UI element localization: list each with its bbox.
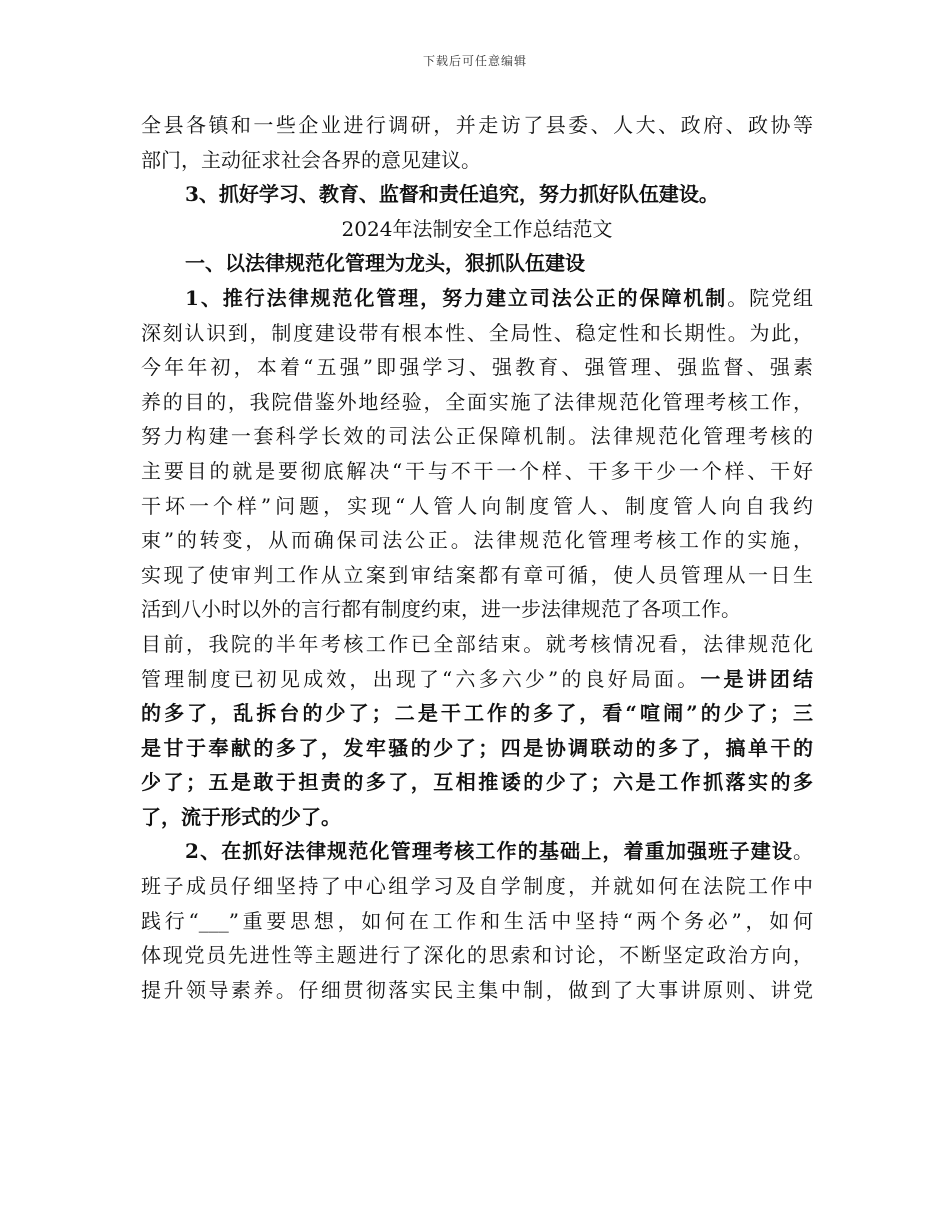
section-title xyxy=(141,212,813,247)
text-line xyxy=(141,834,813,869)
text-line xyxy=(141,592,813,627)
text-line xyxy=(141,904,813,939)
text-line xyxy=(141,108,813,143)
text-segment: 班子成员仔细坚持了中心组学习及自学制度，并就如何在法院工作中 xyxy=(141,874,813,899)
text-line xyxy=(141,765,813,800)
text-line xyxy=(141,316,813,351)
bold-text: 了，流于形式的少了。 xyxy=(141,804,341,829)
text-segment: 体现党员先进性等主题进行了深化的思索和讨论，不断坚定政治方向， xyxy=(141,943,813,968)
text-line xyxy=(141,731,813,766)
text-line xyxy=(141,419,813,454)
text-line xyxy=(141,246,813,281)
text-line xyxy=(141,696,813,731)
bold-text: 1、推行法律规范化管理，努力建立司法公正的保障机制 xyxy=(185,285,728,310)
text-line xyxy=(141,627,813,662)
text-segment: 活到八小时以外的言行都有制度约束，进一步法律规范了各项工作。 xyxy=(141,597,741,622)
bold-text: 一是讲团结 xyxy=(700,666,814,691)
bold-text: 是甘于奉献的多了，发牢骚的少了；四是协调联动的多了，搞单干的 xyxy=(141,735,813,760)
text-segment: 。院党组 xyxy=(727,285,813,310)
text-segment: 养的目的，我院借鉴外地经验，全面实施了法律规范化管理考核工作， xyxy=(141,389,813,414)
text-line xyxy=(141,938,813,973)
text-line xyxy=(141,973,813,1008)
text-line xyxy=(141,454,813,489)
text-line xyxy=(141,281,813,316)
text-segment: 实现了使审判工作从立案到审结案都有章可循，使人员管理从一日生 xyxy=(141,562,813,587)
text-segment: 束”的转变，从而确保司法公正。法律规范化管理考核工作的实施， xyxy=(141,528,813,553)
text-segment: 主要目的就是要彻底解决“干与不干一个样、干多干少一个样、干好 xyxy=(141,458,813,483)
text-line xyxy=(141,869,813,904)
text-line xyxy=(141,177,813,212)
document-body xyxy=(141,108,813,1007)
bold-text: 一、以法律规范化管理为龙头，狠抓队伍建设 xyxy=(185,251,585,276)
page-header: 下载后可任意编辑 xyxy=(422,54,527,68)
text-line xyxy=(141,350,813,385)
bold-text: 3、抓好学习、教育、监督和责任追究，努力抓好队伍建设。 xyxy=(185,182,719,207)
text-segment: 全县各镇和一些企业进行调研，并走访了县委、人大、政府、政协等 xyxy=(141,113,813,137)
bold-text: 少了；五是敢于担责的多了，互相推诿的少了；六是工作抓落实的多 xyxy=(141,770,813,795)
text-segment: 干坏一个样”问题，实现“人管人向制度管人、制度管人向自我约 xyxy=(141,493,813,518)
text-segment: 提升领导素养。仔细贯彻落实民主集中制，做到了大事讲原则、讲党 xyxy=(141,977,813,1002)
text-segment: 目前，我院的半年考核工作已全部结束。就考核情况看，法律规范化 xyxy=(141,631,813,656)
text-line xyxy=(141,143,813,178)
text-line xyxy=(141,662,813,697)
text-segment: 深刻认识到，制度建设带有根本性、全局性、稳定性和长期性。为此， xyxy=(141,320,813,345)
text-line xyxy=(141,489,813,524)
text-segment: 部门，主动征求社会各界的意见建议。 xyxy=(141,147,481,172)
text-line xyxy=(141,385,813,420)
text-segment: 努力构建一套科学长效的司法公正保障机制。法律规范化管理考核的 xyxy=(141,424,813,449)
text-line xyxy=(141,800,813,835)
bold-text: 2、在抓好法律规范化管理考核工作的基础上，着重加强班子建设 xyxy=(185,839,793,864)
text-line xyxy=(141,523,813,558)
text-segment: 2024年法制安全工作总结范文 xyxy=(341,216,613,241)
text-segment: 。 xyxy=(793,839,813,864)
text-segment: 管理制度已初见成效，出现了“六多六少”的良好局面。 xyxy=(141,666,701,691)
bold-text: 的多了，乱拆台的少了；二是干工作的多了，看“喧闹”的少了；三 xyxy=(141,701,813,726)
text-segment: 践行“___”重要思想，如何在工作和生活中坚持“两个务必”，如何 xyxy=(141,908,813,933)
text-line xyxy=(141,558,813,593)
text-segment: 今年年初，本着“五强”即强学习、强教育、强管理、强监督、强素 xyxy=(141,355,813,380)
